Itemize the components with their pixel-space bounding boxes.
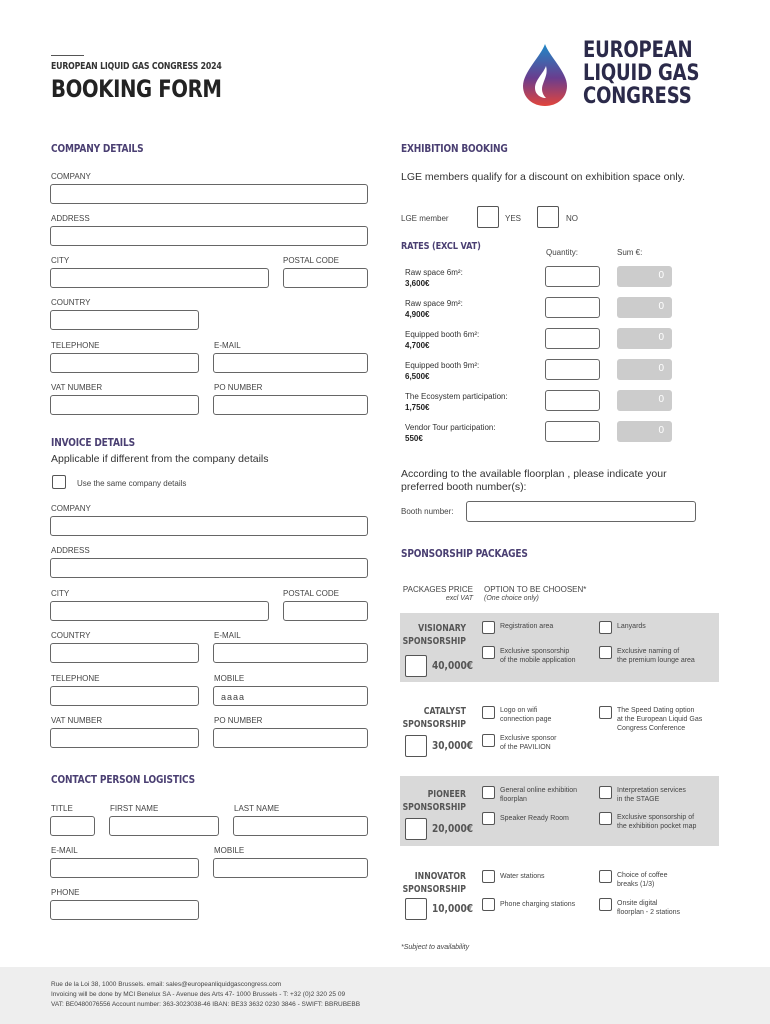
booth-number-label: Booth number: <box>401 507 454 516</box>
member-discount-note: LGE members qualify for a discount on exhibition space only. <box>401 171 686 183</box>
option-label: The Speed Dating option at the European Liquid Gas Congress Conference <box>617 707 703 732</box>
rate-name: Equipped booth 9m²: <box>405 361 480 370</box>
option-checkbox[interactable] <box>599 898 612 911</box>
same-company-label: Use the same company details <box>77 479 187 488</box>
sum-field: 0 <box>617 390 672 411</box>
contact-last-name-label: LAST NAME <box>234 804 280 813</box>
contact-email-label: E-MAIL <box>51 846 78 855</box>
rate-price: 6,500€ <box>405 372 430 381</box>
postal-code-label: POSTAL CODE <box>283 256 340 265</box>
option-checkbox[interactable] <box>599 786 612 799</box>
option-label: General online exhibition floorplan <box>500 787 578 803</box>
package-price: 20,000€ <box>432 822 474 835</box>
quantity-input[interactable] <box>545 359 600 380</box>
member-yes-checkbox[interactable] <box>477 206 499 228</box>
package-price: 40,000€ <box>432 659 474 672</box>
packages-price-header: PACKAGES PRICE <box>402 585 473 594</box>
contact-phone-label: PHONE <box>51 888 80 897</box>
quantity-input[interactable] <box>545 421 600 442</box>
invoice-telephone-label: TELEPHONE <box>51 674 100 683</box>
option-label: Interpretation services in the STAGE <box>617 787 686 803</box>
sum-column-label: Sum €: <box>617 248 643 257</box>
invoice-vat-label: VAT NUMBER <box>51 716 103 725</box>
option-label: Choice of coffee breaks (1/3) <box>617 872 668 888</box>
option-checkbox[interactable] <box>599 621 612 634</box>
quantity-input[interactable] <box>545 297 600 318</box>
sum-field: 0 <box>617 421 672 442</box>
rate-name: Equipped booth 6m²: <box>405 330 480 339</box>
quantity-input[interactable] <box>545 390 600 411</box>
invoice-email-label: E-MAIL <box>214 631 241 640</box>
contact-mobile-label: MOBILE <box>214 846 245 855</box>
contact-first-name-label: FIRST NAME <box>110 804 159 813</box>
option-checkbox[interactable] <box>482 621 495 634</box>
contact-mobile-input[interactable] <box>213 858 368 878</box>
package-name-line-1: INNOVATOR <box>414 871 466 882</box>
option-checkbox[interactable] <box>482 870 495 883</box>
option-label: Onsite digital floorplan - 2 stations <box>617 900 681 916</box>
sum-field: 0 <box>617 297 672 318</box>
option-checkbox[interactable] <box>482 898 495 911</box>
telephone-label: TELEPHONE <box>51 341 100 350</box>
logo-drop-icon <box>519 42 571 108</box>
sum-field: 0 <box>617 266 672 287</box>
header-rule <box>51 55 84 56</box>
floorplan-note-line-2: preferred booth number(s): <box>401 481 527 493</box>
option-label: Speaker Ready Room <box>500 815 569 822</box>
option-checkbox[interactable] <box>482 786 495 799</box>
option-checkbox[interactable] <box>482 646 495 659</box>
rate-price: 1,750€ <box>405 403 430 412</box>
invoice-company-label: COMPANY <box>51 504 91 513</box>
rate-name: Raw space 6m²: <box>405 268 463 277</box>
quantity-input[interactable] <box>545 266 600 287</box>
rate-name: Vendor Tour participation: <box>405 423 496 432</box>
logo-line-1: EUROPEAN <box>583 38 693 63</box>
contact-title-input[interactable] <box>50 816 95 836</box>
invoice-city-input[interactable] <box>50 601 269 621</box>
same-company-checkbox[interactable] <box>52 475 66 489</box>
po-number-input[interactable] <box>213 395 368 415</box>
invoice-postal-label: POSTAL CODE <box>283 589 340 598</box>
option-checkbox[interactable] <box>482 812 495 825</box>
option-subheader: (One choice only) <box>484 595 539 602</box>
member-no-label: NO <box>566 214 578 223</box>
invoice-telephone-input[interactable] <box>50 686 199 706</box>
package-price: 30,000€ <box>432 739 474 752</box>
rate-name: The Ecosystem participation: <box>405 392 508 401</box>
invoice-mobile-label: MOBILE <box>214 674 245 683</box>
lge-member-label: LGE member <box>401 214 449 223</box>
availability-footnote: *Subject to availability <box>401 944 470 951</box>
contact-last-name-input[interactable] <box>233 816 368 836</box>
invoice-po-label: PO NUMBER <box>214 716 263 725</box>
option-label: Exclusive sponsorship of the exhibition pocket map <box>617 814 697 830</box>
option-checkbox[interactable] <box>599 646 612 659</box>
option-header: OPTION TO BE CHOOSEN* <box>484 585 587 594</box>
invoice-details-heading: INVOICE DETAILS <box>51 436 135 449</box>
sum-field: 0 <box>617 359 672 380</box>
address-label: ADDRESS <box>51 214 90 223</box>
sponsorship-heading: SPONSORSHIP PACKAGES <box>401 547 528 560</box>
address-input[interactable] <box>50 226 368 246</box>
package-name-line-2: SPONSORSHIP <box>402 719 466 730</box>
option-checkbox[interactable] <box>482 706 495 719</box>
quantity-input[interactable] <box>545 328 600 349</box>
vat-number-label: VAT NUMBER <box>51 383 103 392</box>
country-label: COUNTRY <box>51 298 91 307</box>
contact-title-label: TITLE <box>51 804 73 813</box>
rate-price: 4,900€ <box>405 310 430 319</box>
option-label: Exclusive naming of the premium lounge area <box>617 648 695 664</box>
member-no-checkbox[interactable] <box>537 206 559 228</box>
rate-price: 3,600€ <box>405 279 430 288</box>
invoice-country-label: COUNTRY <box>51 631 91 640</box>
option-checkbox[interactable] <box>599 706 612 719</box>
package-price: 10,000€ <box>432 902 474 915</box>
contact-phone-input[interactable] <box>50 900 199 920</box>
page-title: BOOKING FORM <box>51 75 222 103</box>
rate-name: Raw space 9m²: <box>405 299 463 308</box>
invoice-address-input[interactable] <box>50 558 368 578</box>
option-label: Logo on wifi connection page <box>500 707 552 723</box>
quantity-column-label: Quantity: <box>546 248 579 257</box>
invoice-mobile-input[interactable] <box>213 686 368 706</box>
option-label: Phone charging stations <box>500 901 576 908</box>
country-input[interactable] <box>50 310 199 330</box>
option-label: Registration area <box>500 623 554 630</box>
member-yes-label: YES <box>505 214 522 223</box>
postal-code-input[interactable] <box>283 268 368 288</box>
package-select-checkbox[interactable] <box>405 898 427 920</box>
package-name-line-1: PIONEER <box>427 789 466 800</box>
company-label: COMPANY <box>51 172 91 181</box>
logo-line-3: CONGRESS <box>583 84 692 109</box>
invoice-postal-input[interactable] <box>283 601 368 621</box>
exhibition-booking-heading: EXHIBITION BOOKING <box>401 142 508 155</box>
package-select-checkbox[interactable] <box>405 655 427 677</box>
rates-heading: RATES (EXCL VAT) <box>401 241 481 252</box>
package-name-line-2: SPONSORSHIP <box>402 802 466 813</box>
rate-price: 4,700€ <box>405 341 430 350</box>
package-name-line-2: SPONSORSHIP <box>402 884 466 895</box>
invoice-email-input[interactable] <box>213 643 368 663</box>
package-select-checkbox[interactable] <box>405 818 427 840</box>
footer-address: Rue de la Loi 38, 1000 Brussels. email: sales@europeanliquidgascongress.com <box>51 981 282 988</box>
event-kicker: EUROPEAN LIQUID GAS CONGRESS 2024 <box>51 61 222 72</box>
footer-invoicing: Invoicing will be done by MCI Benelux SA - Avenue des Arts 47- 1000 Brussels - T: +32 (0)2 320 25 09 <box>51 991 346 998</box>
option-label: Exclusive sponsorship of the mobile application <box>500 648 576 664</box>
invoice-subtitle: Applicable if different from the company details <box>51 453 269 465</box>
invoice-po-input[interactable] <box>213 728 368 748</box>
invoice-address-label: ADDRESS <box>51 546 90 555</box>
company-input[interactable] <box>50 184 368 204</box>
sum-field: 0 <box>617 328 672 349</box>
package-select-checkbox[interactable] <box>405 735 427 757</box>
city-label: CITY <box>51 256 70 265</box>
invoice-mobile-value: aaaa <box>221 692 246 702</box>
company-details-heading: COMPANY DETAILS <box>51 142 144 155</box>
package-name-line-1: VISIONARY <box>418 623 466 634</box>
rate-price: 550€ <box>405 434 423 443</box>
option-checkbox[interactable] <box>482 734 495 747</box>
email-label: E-MAIL <box>214 341 241 350</box>
invoice-vat-input[interactable] <box>50 728 199 748</box>
vat-number-input[interactable] <box>50 395 199 415</box>
invoice-country-input[interactable] <box>50 643 199 663</box>
footer-bank-details: VAT: BE0480076556 Account number: 363-3023038-46 IBAN: BE33 3632 0230 3846 - SWIFT: BBRUBEBB <box>51 1001 361 1008</box>
option-label: Exclusive sponsor of the PAVILION <box>500 735 557 751</box>
contact-first-name-input[interactable] <box>109 816 219 836</box>
contact-logistics-heading: CONTACT PERSON LOGISTICS <box>51 773 195 786</box>
package-name-line-2: SPONSORSHIP <box>402 636 466 647</box>
email-input[interactable] <box>213 353 368 373</box>
package-name-line-1: CATALYST <box>423 706 466 717</box>
packages-price-subheader: excl VAT <box>445 595 473 602</box>
option-checkbox[interactable] <box>599 812 612 825</box>
option-label: Lanyards <box>617 623 646 630</box>
po-number-label: PO NUMBER <box>214 383 263 392</box>
city-input[interactable] <box>50 268 269 288</box>
contact-email-input[interactable] <box>50 858 199 878</box>
telephone-input[interactable] <box>50 353 199 373</box>
option-checkbox[interactable] <box>599 870 612 883</box>
option-label: Water stations <box>500 873 545 880</box>
floorplan-note-line-1: According to the available floorplan , please indicate your <box>401 468 667 480</box>
invoice-company-input[interactable] <box>50 516 368 536</box>
booth-number-input[interactable] <box>466 501 696 522</box>
invoice-city-label: CITY <box>51 589 70 598</box>
logo-line-2: LIQUID GAS <box>583 61 700 86</box>
